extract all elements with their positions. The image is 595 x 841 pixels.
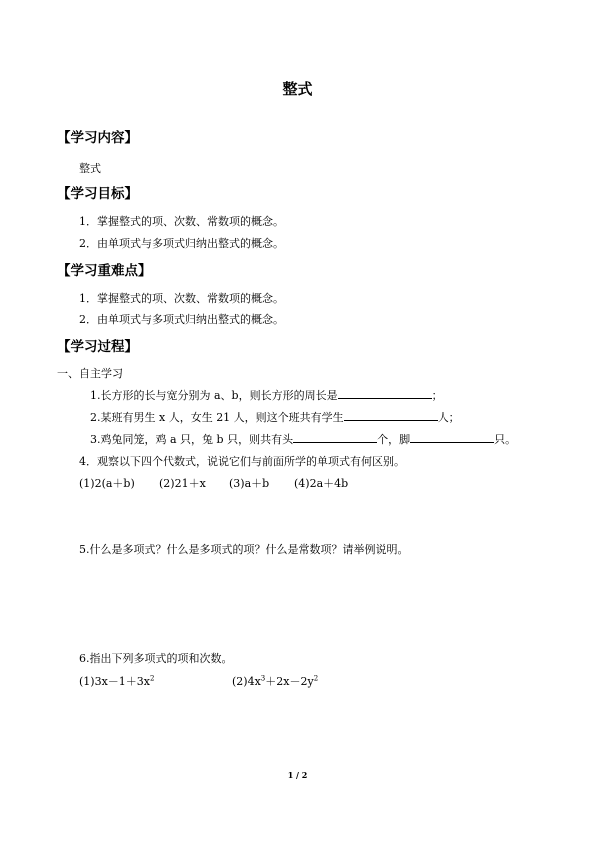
answer-blank	[344, 409, 438, 421]
question-3: 3.鸡兔同笼，鸡 a 只，兔 b 只，则共有头 个，脚 只。	[90, 433, 517, 446]
page-number: 1 / 2	[287, 770, 308, 780]
page-title: 整式	[282, 80, 313, 98]
section-heading-goals: 【学习目标】	[57, 186, 138, 202]
expression-option: (2)21＋x	[159, 477, 206, 490]
question-2: 2.某班有男生 x 人，女生 21 人，则这个班共有学生 人；	[90, 411, 460, 424]
section-heading-difficulties: 【学习重难点】	[57, 263, 152, 279]
answer-blank	[338, 387, 432, 399]
question-5: 5.什么是多项式？什么是多项式的项？什么是常数项？请举例说明。	[79, 543, 409, 556]
answer-blank	[293, 431, 377, 443]
question-4: 4．观察以下四个代数式，说说它们与前面所学的单项式有何区别。	[79, 455, 405, 468]
goal-item: 1．掌握整式的项、次数、常数项的概念。	[79, 215, 284, 228]
section-heading-content: 【学习内容】	[57, 130, 138, 146]
polynomial-option: $(1)3x-1+3x^2$	[79, 674, 155, 688]
answer-blank	[410, 431, 494, 443]
question-6: 6.指出下列多项式的项和次数。	[79, 652, 233, 665]
goal-item: 2．由单项式与多项式归纳出整式的概念。	[79, 237, 284, 250]
polynomial-option: $(2)4x^3+2x-2y^2$	[232, 674, 319, 688]
difficulty-item: 1．掌握整式的项、次数、常数项的概念。	[79, 292, 284, 305]
section-heading-process: 【学习过程】	[57, 339, 138, 355]
difficulty-item: 2．由单项式与多项式归纳出整式的概念。	[79, 313, 284, 326]
expression-option: (1)2(a＋b)	[79, 477, 135, 490]
question-1: 1.长方形的长与宽分别为 a、b，则长方形的周长是 ；	[90, 389, 443, 402]
process-subheading: 一、自主学习	[57, 367, 123, 380]
expression-option: (4)2a＋4b	[294, 477, 349, 490]
content-text: 整式	[79, 162, 101, 175]
expression-option: (3)a＋b	[229, 477, 270, 490]
